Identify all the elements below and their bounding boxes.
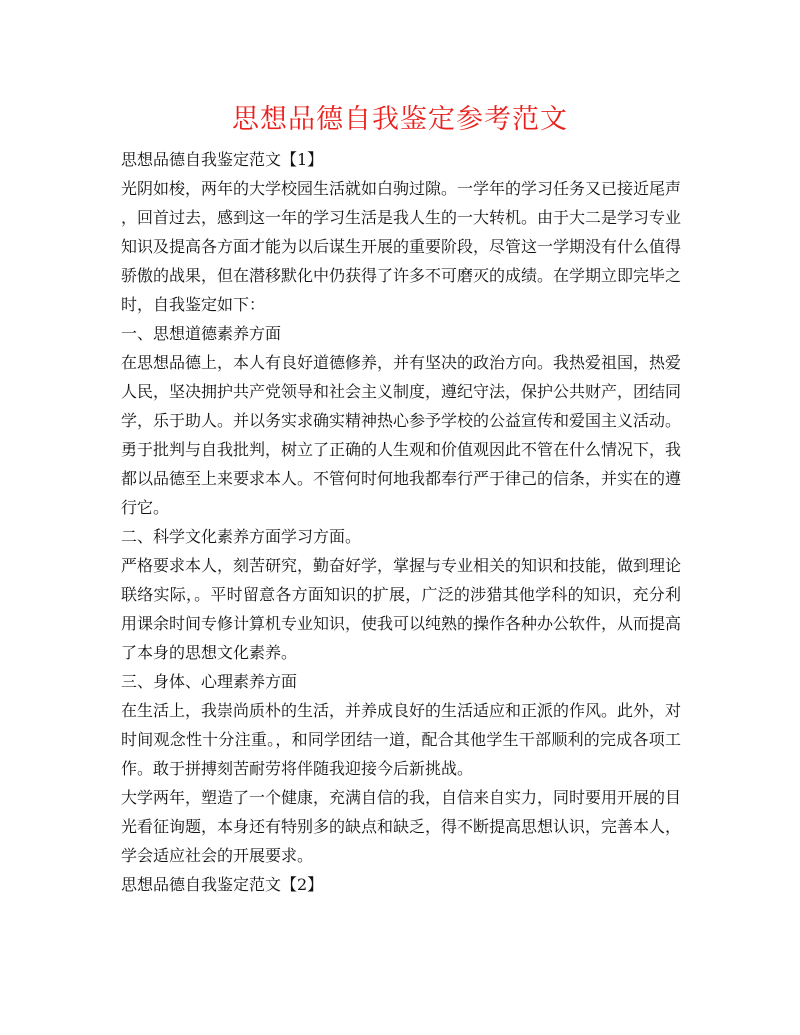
paragraph-line: 光看征询题，本身还有特别多的缺点和缺乏，得不断提高思想认识，完善本人， [121,817,682,836]
paragraph-line: 在思想品德上，本人有良好道德修养，并有坚决的政治方向。我热爱祖国，热爱 [121,353,682,372]
subheading-health: 三、身体、心理素养方面 [121,672,298,691]
paragraph-line: 大学两年，塑造了一个健康，充满自信的我，自信来自实力，同时要用开展的目 [121,788,682,807]
document-title: 思想品德自我鉴定参考范文 [232,104,568,135]
paragraph-line: ，回首过去，感到这一年的学习生活是我人生的一大转机。由于大二是学习专业 [121,208,682,227]
paragraph-line: 人民，坚决拥护共产党领导和社会主义制度，遵纪守法，保护公共财产，团结同 [121,382,682,401]
paragraph-line: 时，自我鉴定如下： [121,295,266,314]
paragraph-line: 在生活上，我崇尚质朴的生活，并养成良好的生活适应和正派的作风。此外，对 [121,701,682,720]
paragraph-line: 联络实际，。平时留意各方面知识的扩展，广泛的涉猎其他学科的知识，充分利 [121,585,681,604]
document-body [121,145,681,899]
paragraph-line: 骄傲的战果，但在潜移默化中仍获得了许多不可磨灭的成绩。在学期立即完毕之 [121,266,682,285]
paragraph-line: 勇于批判与自我批判，树立了正确的人生观和价值观因此不管在什么情况下，我 [121,440,682,459]
paragraph-line: 知识及提高各方面才能为以后谋生开展的重要阶段，尽管这一学期没有什么值得 [121,237,682,256]
paragraph-line: 用课余时间专修计算机专业知识，使我可以纯熟的操作各种办公软件，从而提高 [121,614,682,633]
paragraph-line: 作。敢于拼搏刻苦耐劳将伴随我迎接今后新挑战。 [121,759,474,778]
paragraph-line: 光阴如梭，两年的大学校园生活就如白驹过隙。一学年的学习任务又已接近尾声 [121,179,682,198]
paragraph-line: 严格要求本人，刻苦研究，勤奋好学，掌握与专业相关的知识和技能，做到理论 [121,556,682,575]
paragraph-line: 学会适应社会的开展要求。 [121,846,314,865]
paragraph-line: 了本身的思想文化素养。 [121,643,298,662]
paragraph-line: 行它。 [121,498,170,517]
section-heading-1: 思想品德自我鉴定范文【1】 [121,150,324,169]
paragraph-line: 都以品德至上来要求本人。不管何时何地我都奉行严于律己的信条，并实在的遵 [121,469,682,488]
section-heading-2: 思想品德自我鉴定范文【2】 [121,875,324,894]
subheading-science: 二、科学文化素养方面学习方面。 [121,527,362,546]
paragraph-line: 学，乐于助人。并以务实求确实精神热心参予学校的公益宣传和爱国主义活动。 [121,411,682,430]
subheading-moral: 一、思想道德素养方面 [121,324,282,343]
paragraph-line: 时间观念性十分注重。，和同学团结一道，配合其他学生干部顺利的完成各项工 [121,730,681,749]
